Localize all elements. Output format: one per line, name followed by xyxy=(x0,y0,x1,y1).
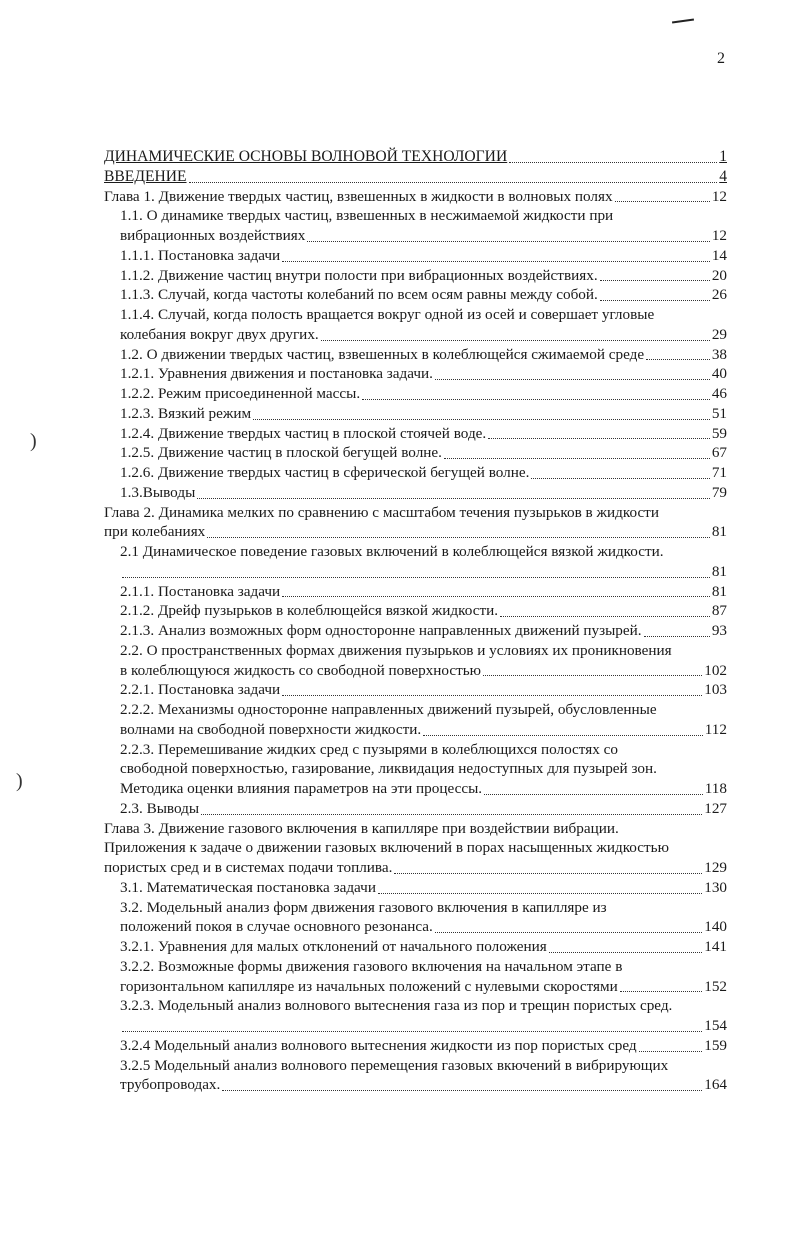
toc-entry-page: 112 xyxy=(704,720,727,738)
toc-entry-title: при колебаниях xyxy=(104,523,206,541)
toc-entry xyxy=(104,601,727,621)
toc-entry-title: ВВЕДЕНИЕ xyxy=(104,167,187,185)
toc-entry-line xyxy=(120,996,727,1016)
toc-entry-page: 140 xyxy=(704,918,727,936)
toc-entry-title: 3.1. Математическая постановка задачи xyxy=(120,878,376,896)
toc-entry xyxy=(104,503,727,543)
toc-entry xyxy=(104,424,727,444)
toc-entry-title: Методика оценки влияния параметров на эти процессы. xyxy=(120,780,483,797)
toc-entry-page: 20 xyxy=(711,266,727,284)
toc-entry-line xyxy=(104,838,727,858)
dot-leader xyxy=(483,675,702,676)
toc-entry xyxy=(104,443,727,463)
dot-leader xyxy=(484,794,703,795)
toc-entry-title: 1.2.6. Движение твердых частиц в сферической бегущей волне. xyxy=(120,464,530,481)
toc-entry-page: 87 xyxy=(711,602,727,620)
toc-entry-title: 3.2.4 Модельный анализ волнового вытеснения жидкости из пор пористых сред xyxy=(120,1036,637,1054)
toc-entry-title: Глава 1. Движение твердых частиц, взвешенных в жидкости в волновых полях xyxy=(104,187,613,205)
dot-leader xyxy=(282,695,702,696)
dot-leader xyxy=(549,952,702,953)
toc-entry-title: Глава 3. Движение газового включения в капилляре при воздействии вибрации. xyxy=(104,819,619,837)
toc-entry xyxy=(104,404,727,424)
toc-entry-title: 1.2.4. Движение твердых частиц в плоской стоячей воде. xyxy=(120,424,487,442)
toc-entry-page: 67 xyxy=(711,444,727,462)
dot-leader xyxy=(435,932,702,933)
dot-leader xyxy=(282,261,710,262)
toc-entry-page: 103 xyxy=(704,681,727,699)
dot-leader xyxy=(321,340,710,341)
toc-entry-page: 38 xyxy=(711,345,727,363)
toc-entry-line xyxy=(104,522,727,542)
toc-entry-line xyxy=(120,977,727,997)
dot-leader xyxy=(615,201,710,202)
dot-leader xyxy=(423,735,703,736)
toc-entry-page: 127 xyxy=(704,799,727,817)
toc-entry-page: 26 xyxy=(711,286,727,304)
toc-entry-page: 1 xyxy=(719,148,727,165)
toc-entry-title: 3.2.3. Модельный анализ волнового вытеснения газа из пор и трещин пористых сред. xyxy=(120,997,673,1015)
toc-entry-page: 4 xyxy=(719,167,727,185)
toc-entry xyxy=(104,542,727,582)
toc-entry-line xyxy=(120,562,727,582)
dot-leader xyxy=(201,814,702,815)
toc-entry-page: 46 xyxy=(711,385,727,402)
dot-leader xyxy=(435,379,710,380)
toc-entry-page: 159 xyxy=(704,1036,727,1054)
toc-entry-page: 81 xyxy=(711,582,727,600)
toc-entry xyxy=(104,740,727,799)
toc-entry-page: 141 xyxy=(704,938,727,955)
toc-entry-title: колебания вокруг двух других. xyxy=(120,325,319,343)
toc-entry xyxy=(104,463,727,483)
toc-entry-line xyxy=(120,898,727,918)
dot-leader xyxy=(488,438,710,439)
toc-entry xyxy=(104,187,727,207)
page-number: 2 xyxy=(717,50,725,67)
dot-leader xyxy=(282,596,710,597)
toc-entry xyxy=(104,819,727,878)
dot-leader xyxy=(394,873,702,874)
toc-entry xyxy=(104,246,727,266)
toc-entry-line xyxy=(120,226,727,246)
toc-entry-title: 1.3.Выводы xyxy=(120,483,196,501)
toc-entry-page: 93 xyxy=(711,622,727,639)
table-of-contents xyxy=(104,147,727,1095)
toc-entry-page: 29 xyxy=(711,325,727,343)
toc-entry-title: 1.2.1. Уравнения движения и постановка задачи. xyxy=(120,365,433,383)
dot-leader xyxy=(378,893,702,894)
toc-entry-page: 102 xyxy=(704,661,727,679)
toc-entry-title: вибрационных воздействиях xyxy=(120,227,306,244)
toc-entry xyxy=(104,167,727,187)
toc-entry xyxy=(104,206,727,246)
pen-mark xyxy=(672,18,694,23)
dot-leader xyxy=(646,359,710,360)
toc-entry-line xyxy=(120,206,727,226)
margin-bracket-mark: ) xyxy=(16,770,23,792)
toc-entry-title: 2.1 Динамическое поведение газовых включений в колеблющейся вязкой жидкости. xyxy=(120,543,664,560)
toc-entry-line xyxy=(120,957,727,977)
toc-entry xyxy=(104,345,727,365)
toc-entry-page: 81 xyxy=(711,523,727,541)
toc-entry xyxy=(104,957,727,997)
toc-entry-line xyxy=(120,740,727,760)
toc-entry-title: 2.1.3. Анализ возможных форм односторонне направленных движений пузырей. xyxy=(120,622,642,639)
toc-entry-line xyxy=(120,641,727,661)
dot-leader xyxy=(639,1051,703,1052)
dot-leader xyxy=(444,458,710,459)
toc-entry-line xyxy=(120,1075,727,1095)
toc-entry xyxy=(104,1036,727,1056)
toc-entry-page: 81 xyxy=(711,562,727,580)
toc-entry-line xyxy=(120,779,727,799)
toc-entry-line xyxy=(120,305,727,325)
toc-entry-title: 1.1. О динамике твердых частиц, взвешенных в несжимаемой жидкости при xyxy=(120,207,614,225)
toc-entry-line xyxy=(104,858,727,878)
toc-entry xyxy=(104,799,727,819)
toc-entry-page: 71 xyxy=(711,464,727,481)
toc-entry-page: 40 xyxy=(711,365,727,383)
toc-entry-title: 2.1.2. Дрейф пузырьков в колеблющейся вязкой жидкости. xyxy=(120,602,499,620)
dot-leader xyxy=(253,419,710,420)
toc-entry-title: 1.1.1. Постановка задачи xyxy=(120,246,281,264)
dot-leader xyxy=(122,1031,702,1032)
toc-entry-page: 14 xyxy=(711,246,727,264)
toc-entry-page: 51 xyxy=(711,404,727,422)
toc-entry-line xyxy=(120,917,727,937)
toc-entry xyxy=(104,1056,727,1096)
dot-leader xyxy=(207,537,710,538)
toc-entry xyxy=(104,483,727,503)
toc-entry-line xyxy=(120,661,727,681)
toc-entry xyxy=(104,147,727,167)
toc-entry-title: 2.1.1. Постановка задачи xyxy=(120,582,281,600)
toc-entry xyxy=(104,305,727,345)
toc-entry-page: 130 xyxy=(704,878,727,896)
margin-bracket-mark: ) xyxy=(30,430,37,452)
toc-entry-line xyxy=(104,503,727,523)
toc-entry-title: положений покоя в случае основного резонанса. xyxy=(120,918,433,936)
toc-entry-title: 1.2.5. Движение частиц в плоской бегущей волне. xyxy=(120,444,442,462)
toc-entry-title: 1.2.2. Режим присоединенной массы. xyxy=(120,385,361,402)
toc-entry-title: Приложения к задаче о движении газовых включений в порах насыщенных жидкостью xyxy=(104,839,669,857)
toc-entry xyxy=(104,700,727,740)
toc-entry xyxy=(104,680,727,700)
dot-leader xyxy=(600,300,710,301)
toc-entry-title: 3.2.2. Возможные формы движения газового включения на начальном этапе в xyxy=(120,957,623,975)
toc-entry-title: 1.2. О движении твердых частиц, взвешенных в колеблющейся сжимаемой среде xyxy=(120,345,645,363)
toc-entry-page: 129 xyxy=(704,859,727,876)
toc-entry xyxy=(104,621,727,641)
toc-entry xyxy=(104,641,727,681)
toc-entry-title: 1.2.3. Вязкий режим xyxy=(120,404,252,422)
toc-entry-title: 3.2.1. Уравнения для малых отклонений от начального положения xyxy=(120,938,547,955)
toc-entry-title: волнами на свободной поверхности жидкости. xyxy=(120,720,422,738)
toc-entry-title: пористых сред и в системах подачи топлива. xyxy=(104,859,393,876)
toc-entry-title: Глава 2. Динамика мелких по сравнению с масштабом течения пузырьков в жидкости xyxy=(104,503,659,521)
dot-leader xyxy=(307,241,710,242)
dot-leader xyxy=(222,1090,702,1091)
toc-entry-title: 2.2.1. Постановка задачи xyxy=(120,681,281,699)
toc-entry-title: горизонтальном капилляре из начальных положений с нулевыми скоростями xyxy=(120,977,618,995)
toc-entry-title: трубопроводах. xyxy=(120,1076,221,1094)
toc-entry-page: 79 xyxy=(711,483,727,501)
toc-entry-title: 3.2. Модельный анализ форм движения газового включения в капилляре из xyxy=(120,898,607,916)
toc-entry-page: 152 xyxy=(704,977,727,995)
toc-entry-line xyxy=(120,325,727,345)
toc-entry-page: 154 xyxy=(704,1017,727,1034)
toc-entry-page: 59 xyxy=(711,424,727,442)
toc-entry xyxy=(104,285,727,305)
toc-entry-title: 2.2.2. Механизмы односторонне направленных движений пузырей, обусловленные xyxy=(120,701,657,718)
toc-entry xyxy=(104,878,727,898)
toc-entry-page: 164 xyxy=(704,1076,727,1094)
toc-entry-page: 118 xyxy=(704,780,727,797)
dot-leader xyxy=(620,991,702,992)
toc-entry xyxy=(104,266,727,286)
dot-leader xyxy=(122,577,710,578)
toc-entry-title: 1.1.4. Случай, когда полость вращается вокруг одной из осей и совершает угловые xyxy=(120,306,655,323)
toc-entry-title: 2.3. Выводы xyxy=(120,799,200,817)
toc-entry-line xyxy=(120,1016,727,1036)
toc-entry-line xyxy=(104,819,727,839)
dot-leader xyxy=(197,498,710,499)
dot-leader xyxy=(531,478,709,479)
toc-entry-title: 2.2. О пространственных формах движения пузырьков и условиях их проникновения xyxy=(120,641,672,659)
dot-leader xyxy=(600,280,710,281)
toc-entry-title: 2.2.3. Перемешивание жидких сред с пузырями в колеблющихся полостях со xyxy=(120,740,618,758)
toc-entry xyxy=(104,996,727,1036)
toc-entry-title: 3.2.5 Модельный анализ волнового перемещения газовых вкючений в вибрирующих xyxy=(120,1056,669,1074)
toc-entry-title: свободной поверхностью, газирование, ликвидация недоступных для пузырей зон. xyxy=(120,760,657,778)
dot-leader xyxy=(644,636,710,637)
toc-entry-title: ДИНАМИЧЕСКИЕ ОСНОВЫ ВОЛНОВОЙ ТЕХНОЛОГИИ xyxy=(104,148,508,165)
toc-entry-page: 12 xyxy=(711,187,727,205)
dot-leader xyxy=(500,616,710,617)
dot-leader xyxy=(362,399,710,400)
dot-leader xyxy=(189,182,718,183)
dot-leader xyxy=(509,162,717,163)
toc-entry-title: 1.1.3. Случай, когда частоты колебаний по всем осям равны между собой. xyxy=(120,286,598,304)
toc-entry xyxy=(104,582,727,602)
toc-entry-title: 1.1.2. Движение частиц внутри полости при вибрационных воздействиях. xyxy=(120,266,598,284)
toc-entry-page: 12 xyxy=(711,227,727,244)
toc-entry-line xyxy=(120,1056,727,1076)
toc-entry xyxy=(104,364,727,384)
toc-entry xyxy=(104,384,727,404)
toc-entry xyxy=(104,937,727,957)
toc-entry-line xyxy=(120,542,727,562)
toc-entry-title: в колеблющуюся жидкость со свободной поверхностью xyxy=(120,661,482,679)
toc-entry xyxy=(104,898,727,938)
toc-entry-line xyxy=(120,720,727,740)
toc-entry-line xyxy=(120,700,727,720)
toc-entry-line xyxy=(120,759,727,779)
